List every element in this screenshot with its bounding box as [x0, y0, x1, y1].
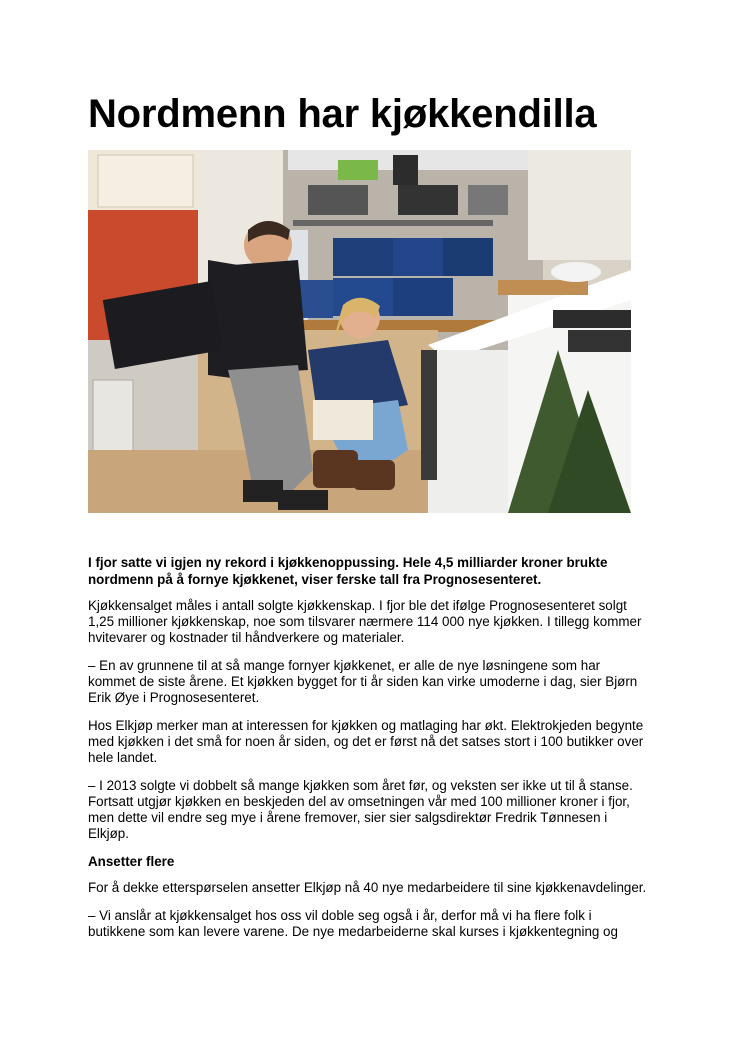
article-title: Nordmenn har kjøkkendilla: [88, 92, 597, 136]
photo-illustration: [88, 150, 631, 513]
article-paragraph: Hos Elkjøp merker man at interessen for kjøkken og matlaging har økt. Elektrokjeden begynte med kjøkken i det små for noen år siden, og det er først nå det satses stort i 100 butikker over hele landet.: [88, 718, 644, 765]
article-lead: I fjor satte vi igjen ny rekord i kjøkkenoppussing. Hele 4,5 milliarder kroner brukte nordmenn på å fornye kjøkkenet, viser ferske tall fra Prognosesenteret.: [88, 555, 608, 587]
article-body: [88, 598, 648, 952]
article-photo: [88, 150, 631, 513]
article-paragraph: For å dekke etterspørselen ansetter Elkjøp nå 40 nye medarbeidere til sine kjøkkenavdelinger.: [88, 880, 647, 895]
article-paragraph: Kjøkkensalget måles i antall solgte kjøkkenskap. I fjor ble det ifølge Prognosesenteret solgt 1,25 millioner kjøkkenskap, noe som tilsvarer nærmere 114 000 nye kjøkken. I tillegg kommer hvitevarer og kostnader til håndverkere og materialer.: [88, 598, 642, 645]
article-paragraph: – I 2013 solgte vi dobbelt så mange kjøkken som året før, og veksten ser ikke ut til å stanse. Fortsatt utgjør kjøkken en beskjeden del av omsetningen vår med 100 millioner kroner i fjor, men dette vil endre seg mye i årene fremover, sier sier salgsdirektør Fredrik Tønnesen i Elkjøp.: [88, 778, 633, 841]
article-paragraph: – En av grunnene til at så mange fornyer kjøkkenet, er alle de nye løsningene som har kommet de siste årene. Et kjøkken bygget for ti år siden kan virke umoderne i dag, sier Bjørn Erik Øye i Prognosesenteret.: [88, 658, 638, 705]
article-paragraph: – Vi anslår at kjøkkensalget hos oss vil doble seg også i år, derfor må vi ha flere folk i butikkene som kan levere varene. De nye medarbeiderne skal kurses i kjøkkentegning og: [88, 908, 618, 939]
article-subheading: Ansetter flere: [88, 854, 175, 869]
